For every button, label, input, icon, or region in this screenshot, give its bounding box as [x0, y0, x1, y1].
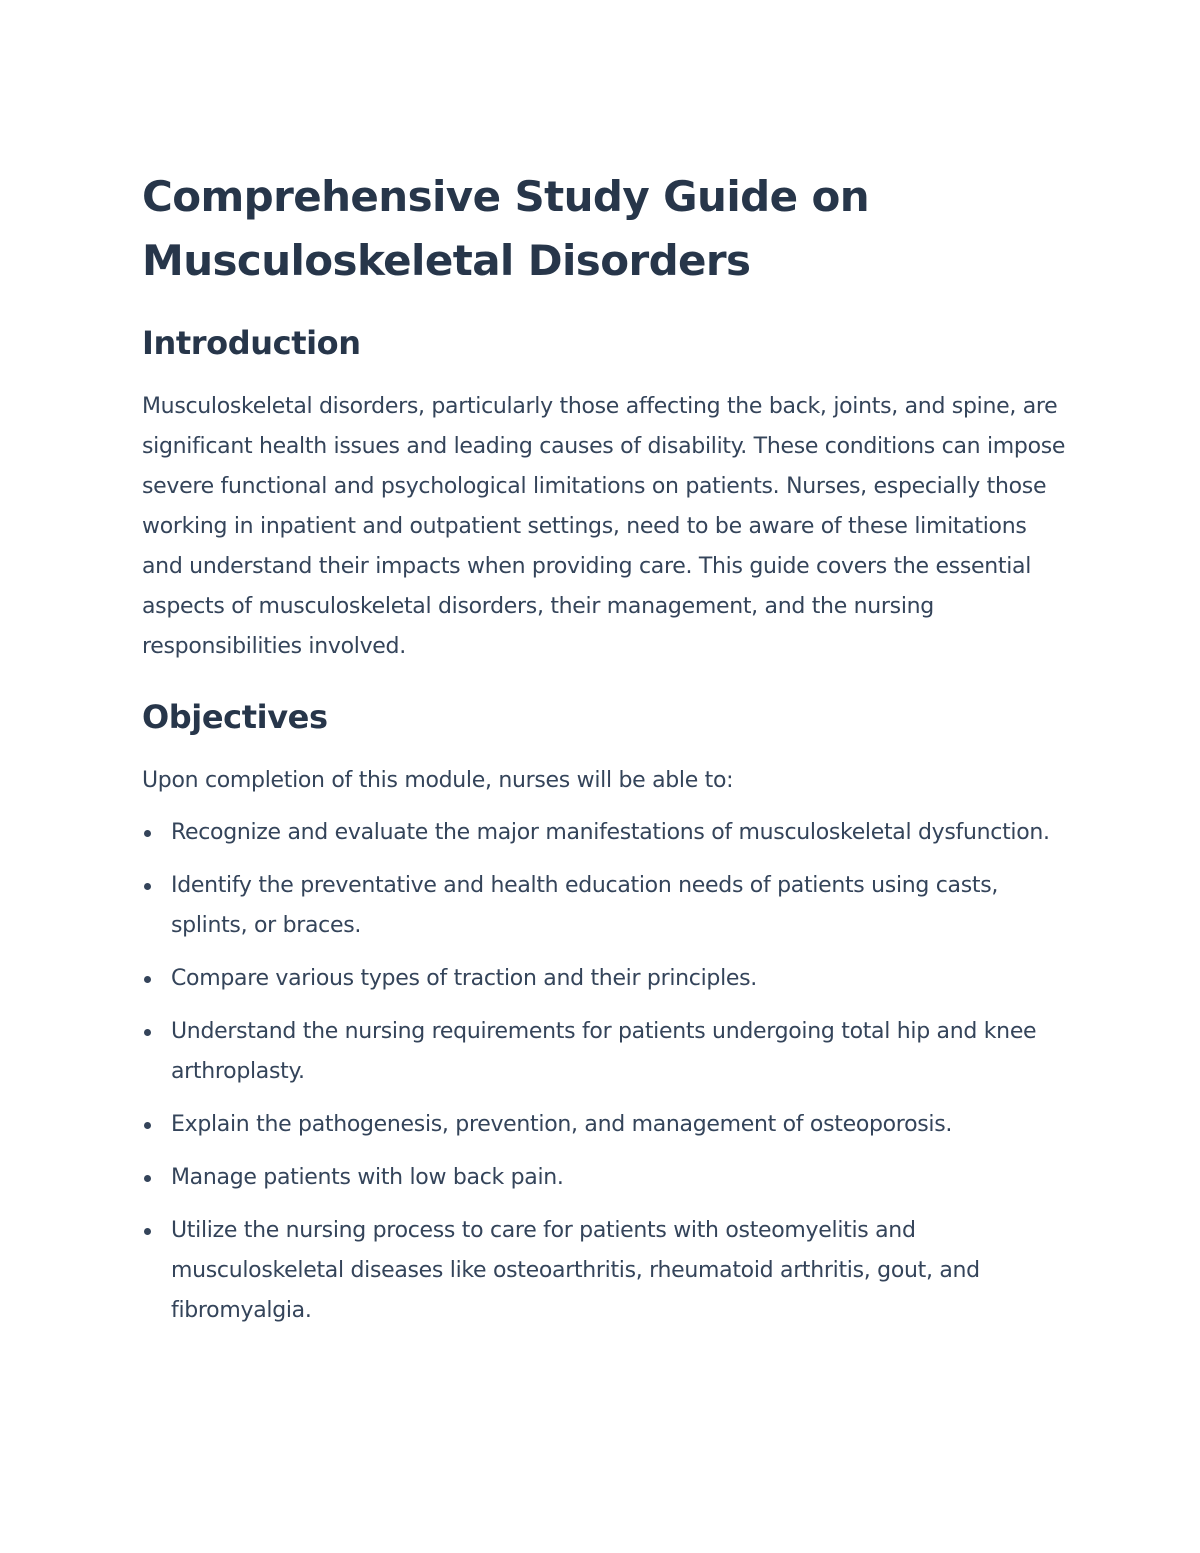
document-title: Comprehensive Study Guide on Musculoskeletal Disorders [142, 172, 870, 285]
list-item-text: Compare various types of traction and their principles. [171, 966, 757, 991]
introduction-paragraph: Musculoskeletal disorders, particularly those affecting the back, joints, and spine, are significant health issues and leading causes of disability. These conditions can impose severe functional and psychological limitations on patients. Nurses, especially those working in inpatient and outpatient settings, need to be aware of these limitations and understand their impacts when providing care. This guide covers the essential aspects of musculoskeletal disorders, their management, and the nursing responsibilities involved. [142, 394, 1066, 659]
list-item-text: Utilize the nursing process to care for patients with osteomyelitis and musculoskeletal diseases like osteoarthritis, rheumatoid arthritis, gout, and fibromyalgia. [171, 1218, 980, 1323]
list-item [142, 959, 1072, 999]
bullet-icon [144, 1029, 151, 1036]
list-item-text: Recognize and evaluate the major manifestations of musculoskeletal dysfunction. [171, 820, 1050, 845]
list-item [142, 813, 1072, 853]
bullet-icon [144, 830, 151, 837]
list-item [142, 1012, 1072, 1092]
bullet-icon [144, 1228, 151, 1235]
list-item [142, 1105, 1072, 1145]
list-item [142, 866, 1072, 946]
bullet-icon [144, 883, 151, 890]
list-item-text: Explain the pathogenesis, prevention, and management of osteoporosis. [171, 1112, 953, 1137]
introduction-heading: Introduction [142, 324, 361, 362]
objectives-lead: Upon completion of this module, nurses will be able to: [142, 768, 734, 793]
list-item [142, 1158, 1072, 1198]
bullet-icon [144, 1175, 151, 1182]
objectives-list [142, 813, 1072, 1331]
list-item-text: Manage patients with low back pain. [171, 1165, 564, 1190]
objectives-heading: Objectives [142, 698, 328, 736]
document-page [142, 165, 1072, 1344]
list-item [142, 1211, 1072, 1331]
list-item-text: Understand the nursing requirements for patients undergoing total hip and knee arthroplasty. [171, 1019, 1037, 1084]
list-item-text: Identify the preventative and health education needs of patients using casts, splints, or braces. [171, 873, 999, 938]
bullet-icon [144, 1122, 151, 1129]
bullet-icon [144, 976, 151, 983]
